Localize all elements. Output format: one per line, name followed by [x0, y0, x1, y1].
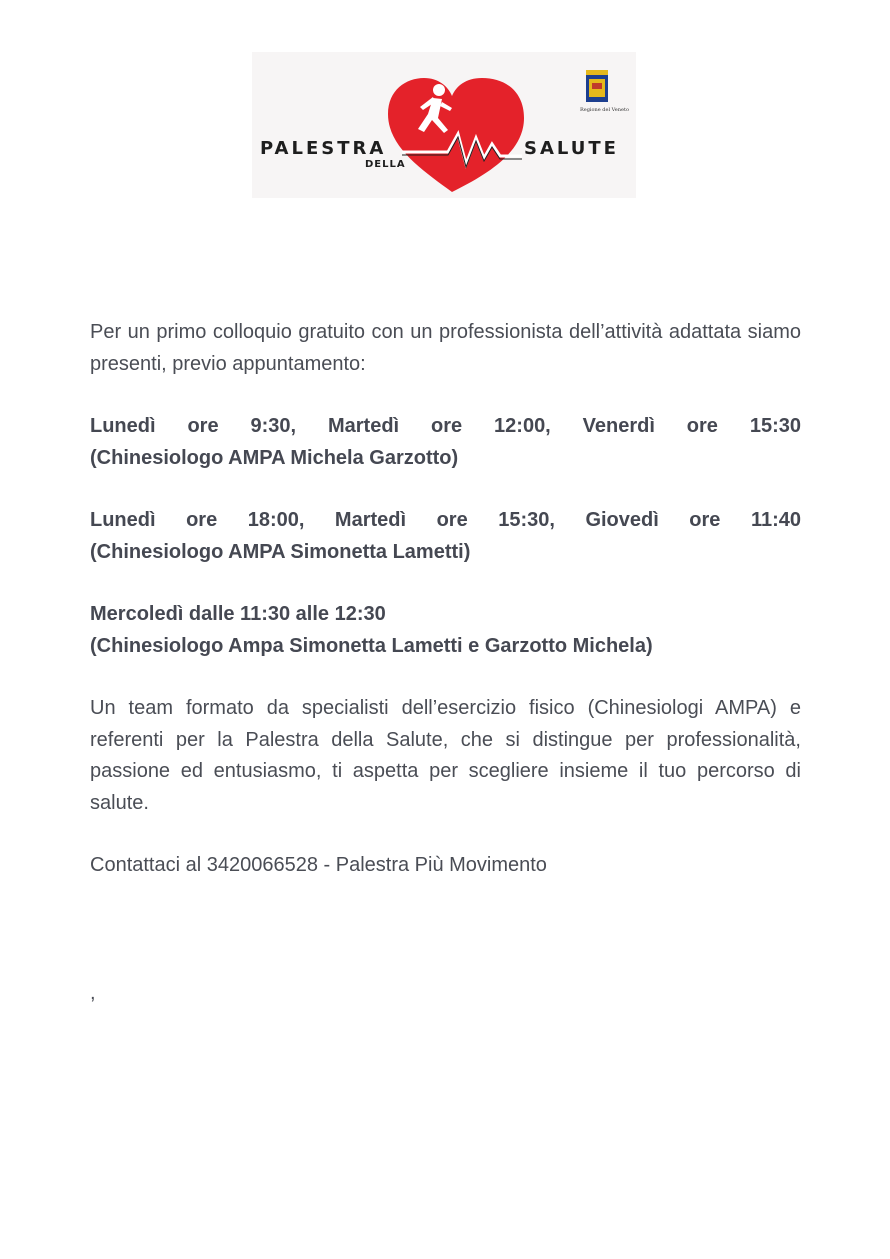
contact-line: Contattaci al 3420066528 - Palestra Più Movimento [90, 854, 547, 876]
heart-logo-graphic [252, 52, 636, 198]
document-body [90, 317, 801, 913]
schedule-3-days: Mercoledì dalle 11:30 alle 12:30 [90, 603, 386, 625]
schedule-3-person: (Chinesiologo Ampa Simonetta Lametti e Garzotto Michela) [90, 634, 653, 657]
intro-paragraph: Per un primo colloquio gratuito con un professionista dell’attività adattata siamo presenti, previo appuntamento: [90, 321, 801, 375]
schedule-block-2 [90, 505, 801, 568]
schedule-2-days: Lunedì ore 18:00, Martedì ore 15:30, Giovedì ore 11:40 [90, 509, 801, 531]
logo-word-salute: SALUTE [524, 138, 619, 159]
regione-veneto-crest-icon [586, 70, 608, 102]
logo-word-palestra: PALESTRA [260, 138, 387, 159]
logo-word-della: DELLA [365, 159, 406, 170]
schedule-2-person: (Chinesiologo AMPA Simonetta Lametti) [90, 540, 471, 563]
schedule-block-3 [90, 599, 801, 662]
trailing-mark: , [90, 982, 96, 1004]
region-label: Regione del Veneto [580, 107, 629, 113]
schedule-block-1 [90, 411, 801, 474]
schedule-1-person: (Chinesiologo AMPA Michela Garzotto) [90, 446, 459, 469]
palestra-della-salute-logo [252, 52, 636, 198]
team-paragraph: Un team formato da specialisti dell’esercizio fisico (Chinesiologi AMPA) e referenti per la Palestra della Salute, che si distingue per professionalità, passione ed entusiasmo, ti aspetta per scegliere insieme il tuo percorso di salute. [90, 697, 801, 814]
schedule-1-days: Lunedì ore 9:30, Martedì ore 12:00, Venerdì ore 15:30 [90, 415, 801, 437]
